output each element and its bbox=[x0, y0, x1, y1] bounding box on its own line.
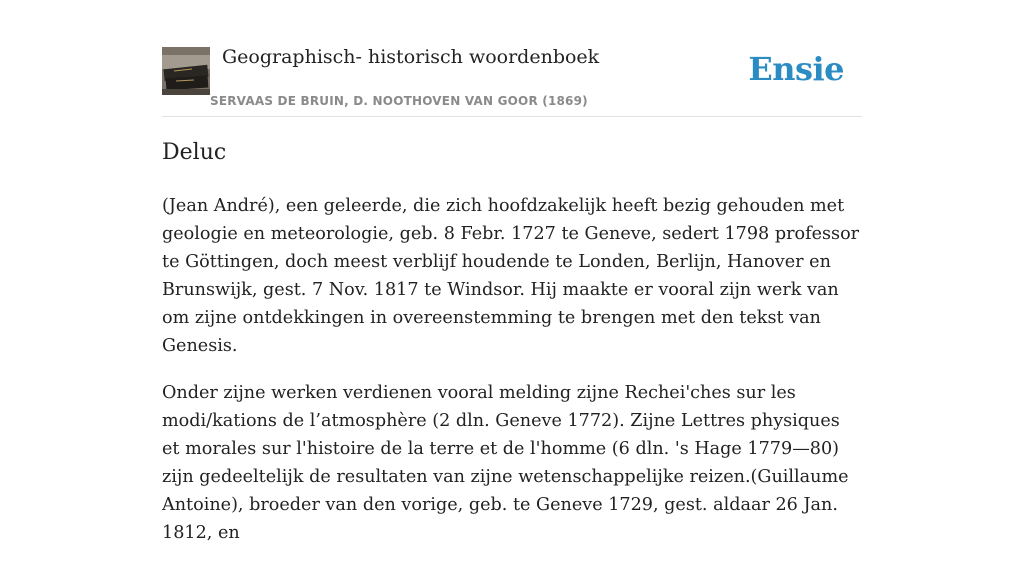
ensie-logo[interactable]: Ensie bbox=[748, 50, 844, 88]
book-cover-illustration bbox=[162, 47, 210, 95]
book-cover-icon[interactable] bbox=[162, 47, 210, 95]
header bbox=[162, 0, 862, 117]
entry-body bbox=[162, 192, 862, 566]
book-author: SERVAAS DE BRUIN, D. NOOTHOVEN VAN GOOR (1869) bbox=[210, 94, 588, 108]
entry-paragraph: Onder zijne werken verdienen vooral melding zijne Rechei'ches sur les modi/kations de l’atmosphère (2 dln. Geneve 1772). Zijne Lettres physiques et morales sur l'histoire de la terre et de l'homme (6 dln. 's Hage 1779—80) zijn gedeeltelijk de resultaten van zijne wetenschappelijke reizen.(Guillaume Antoine), broeder van den vorige, geb. te Geneve 1729, gest. aldaar 26 Jan. 1812, en bbox=[162, 383, 849, 543]
entry-paragraph: (Jean André), een geleerde, die zich hoofdzakelijk heeft bezig gehouden met geologie en meteorologie, geb. 8 Febr. 1727 te Geneve, sedert 1798 professor te Göttingen, doch meest verblijf houdende te Londen, Berlijn, Hanover en Brunswijk, gest. 7 Nov. 1817 te Windsor. Hij maakte er vooral zijn werk van om zijne ontdekkingen in overeenstemming te brengen met den tekst van Genesis. bbox=[162, 196, 860, 356]
entry-title: Deluc bbox=[162, 140, 227, 165]
book-title[interactable]: Geographisch- historisch woordenboek bbox=[222, 46, 600, 68]
